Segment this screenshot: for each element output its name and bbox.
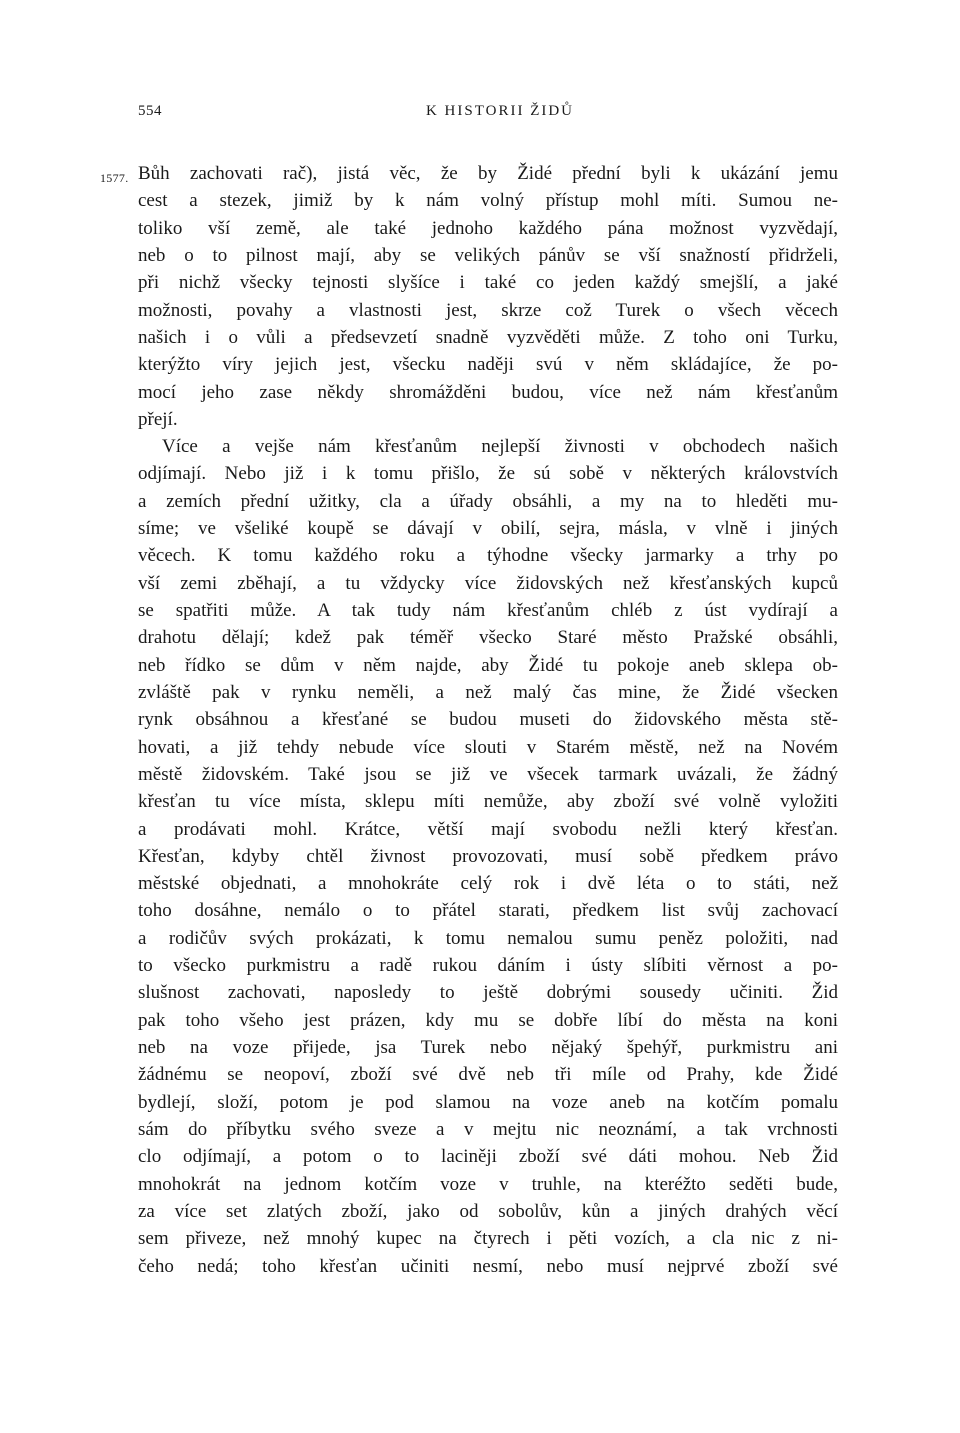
text-line: žádnému se neopoví, zboží své dvě neb tři míle od Prahy, kde Židé: [138, 1064, 838, 1086]
text-line: našich i o vůli a předsevzetí snadně vyzvěděti může. Z toho oni Turku,: [138, 326, 838, 348]
text-line: drahotu dělají; kdež pak téměř všecko Staré město Pražské obsáhli,: [138, 627, 838, 649]
text-line: městské objednati, a mnohokráte celý rok i dvě léta o to státi, než: [138, 873, 838, 895]
text-line: se spatřiti může. A tak tudy nám křesťanům chléb z úst vydírají a: [138, 600, 838, 621]
text-line: toliko vší země, ale také jednoho každého pána možnost vyzvědají,: [138, 217, 838, 239]
page-number: 554: [138, 103, 162, 119]
running-title: K HISTORII ŽIDŮ: [425, 103, 575, 119]
text-line: bydlejí, složí, potom je pod slamou na voze aneb na kotčím pomalu: [138, 1091, 838, 1113]
text-line: přejí.: [138, 408, 178, 430]
text-line: věcech. K tomu každého roku a týhodne všecky jarmarky a trhy po: [138, 545, 838, 567]
text-line: pak toho všeho jest prázen, kdy mu se dobře líbí do města na koni: [138, 1009, 838, 1031]
text-line: a rodičův svých prokázati, k tomu nemalou sumu peněz položiti, nad: [138, 927, 838, 949]
text-line: a prodávati mohl. Krátce, větší mají svobodu nežli který křesťan.: [138, 818, 838, 840]
text-line: Více a vejše nám křesťanům nejlepší živnosti v obchodech našich: [162, 436, 838, 458]
text-line: clo odjímají, a potom o to laciněji zboží své dáti mohou. Neb Žid: [138, 1146, 838, 1168]
text-line: neb řídko se dům v něm najde, aby Židé tu pokoje aneb sklepa ob-: [138, 654, 838, 676]
text-line: hovati, a již tehdy nebude více slouti v Starém městě, než na Novém: [138, 736, 838, 758]
text-line: neb na voze přijede, jsa Turek nebo nějaký špehýř, purkmistru ani: [138, 1037, 838, 1058]
text-line: a zemích přední užitky, cla a úřady obsáhli, a my na to hleděti mu-: [138, 490, 838, 512]
text-line: sám do příbytku svého sveze a v mejtu nic neoznámí, a tak vrchnosti: [138, 1118, 838, 1140]
text-line: zvláště pak v rynku neměli, a než malý čas mine, že Židé všecken: [138, 681, 838, 703]
text-line: čeho nedá; toho křesťan učiniti nesmí, nebo musí nejprvé zboží své: [138, 1255, 838, 1277]
text-line: možnosti, povahy a vlastnosti jest, skrze což Turek o všech věcech: [138, 299, 838, 321]
text-line: Bůh zachovati rač), jistá věc, že by Židé přední byli k ukázání jemu: [138, 163, 838, 184]
text-line: odjímají. Nebo již i k tomu přišlo, že sú sobě v některých královstvích: [138, 463, 838, 485]
text-line: mocí jeho zase někdy shromážděni budou, více než nám křesťanům: [138, 381, 838, 403]
text-line: neb o to pilnost mají, aby se velikých pánův se vší snažností přidrželi,: [138, 244, 838, 266]
text-line: za více set zlatých zboží, jako od sobolův, kůn a jiných drahých věcí: [138, 1200, 838, 1222]
text-line: síme; ve všeliké koupě se dávají v obilí, sejra, másla, v vlně i jiných: [138, 518, 838, 540]
text-line: sem přiveze, než mnohý kupec na čtyrech i pěti vozích, a cla nic z ni-: [138, 1228, 838, 1250]
text-line: vší zemi zběhají, a tu vždycky více židovských než křesťanských kupců: [138, 572, 838, 594]
text-line: při nichž všecky tejnosti slyšíce i také co jeden každý smejšlí, a jaké: [138, 272, 838, 294]
text-line: cest a stezek, jimiž by k nám volný přístup mohl míti. Sumou ne-: [138, 190, 838, 212]
text-line: toho dosáhne, nemálo o to přátel starati, předkem list svůj zachovací: [138, 900, 838, 922]
margin-year: 1577.: [100, 171, 129, 185]
text-line: kterýžto víry jejich jest, všecku naději svú v něm skládajíce, že po-: [138, 354, 838, 376]
text-line: křesťan tu více místa, sklepu míti nemůže, aby zboží své volně vyložiti: [138, 791, 838, 813]
text-line: rynk obsáhnou a křesťané se budou museti do židovského města stě-: [138, 709, 838, 731]
text-line: mnohokrát na jednom kotčím voze v truhle, na kteréžto seděti bude,: [138, 1173, 838, 1195]
text-line: městě židovském. Také jsou se již ve všecek tarmark uvázali, že žádný: [138, 763, 838, 785]
text-line: to všecko purkmistru a radě rukou dáním i ústy slíbiti věrnost a po-: [138, 955, 838, 977]
text-line: Křesťan, kdyby chtěl živnost provozovati, musí sobě předkem právo: [138, 845, 838, 867]
body-text: [138, 160, 838, 1280]
text-line: slušnost zachovati, naposledy to ještě dobrými sousedy učiniti. Žid: [138, 982, 838, 1004]
